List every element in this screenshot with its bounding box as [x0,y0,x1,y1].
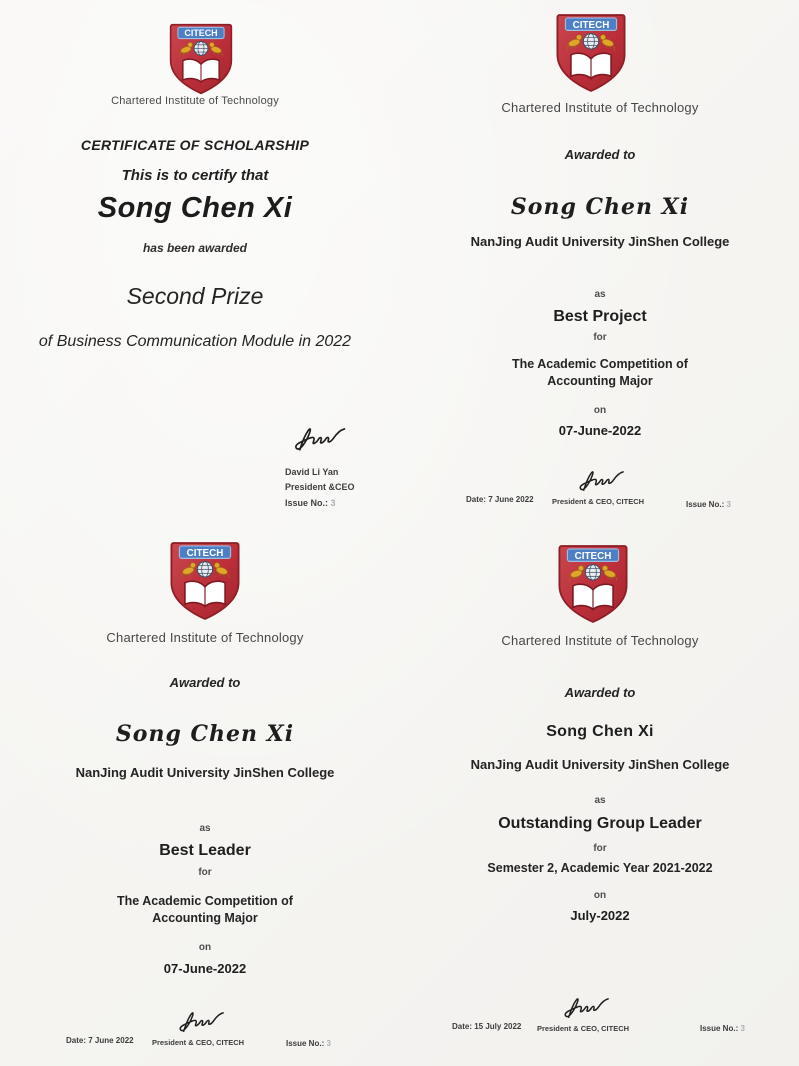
issue-number [285,496,355,511]
on-label: on [198,942,212,953]
footer-signature-block [538,464,658,506]
for-label: for [593,843,607,854]
issue-value: 3 [326,1039,331,1048]
awarded-to-label: Awarded to [564,685,636,700]
event-line-2: Accounting Major [152,911,258,925]
footer-date: Date: 7 June 2022 [466,495,534,504]
event-line-1: The Academic Competition of [512,357,688,371]
signer-title: President &CEO [285,482,355,492]
event-line-1: Semester 2, Academic Year 2021-2022 [487,861,713,875]
award-date: 07-June-2022 [163,961,247,976]
issue-label: Issue No.: [286,1039,325,1048]
org-name: Chartered Institute of Technology [501,633,699,648]
institution-name: NanJing Audit University JinShen College [75,765,335,780]
recipient-name: Song Chen Xi [510,194,690,220]
org-name: Chartered Institute of Technology [106,630,304,645]
on-label: on [593,405,607,416]
on-label: on [593,890,607,901]
org-name: Chartered Institute of Technology [111,95,279,107]
citech-logo [169,540,242,622]
institution-name: NanJing Audit University JinShen College [470,234,730,249]
as-label: as [594,289,606,300]
event-line-1: The Academic Competition of [117,894,293,908]
citech-logo [168,22,234,96]
award-name: Best Project [553,308,647,325]
certificate-best-project [430,0,770,530]
signature [556,991,610,1021]
for-label: for [198,867,212,878]
footer-issue [700,1024,745,1033]
recipient-name: Song Chen Xi [97,192,293,224]
issue-label: Issue No.: [700,1024,739,1033]
institution-name: NanJing Audit University JinShen College [470,757,730,772]
certificate-best-leader [5,530,405,1066]
footer-signature-block [138,1005,258,1047]
footer-issue [286,1039,331,1048]
signer-name: David Li Yan [285,467,339,477]
awarded-to-label: Awarded to [169,675,241,690]
award-detail: of Business Communication Module in 2022 [38,333,352,350]
certificate-outstanding-group-leader [430,530,770,1066]
issue-label: Issue No.: [285,498,329,508]
signature [571,464,625,494]
recipient-name: Song Chen Xi [546,723,654,740]
issue-label: Issue No.: [686,500,725,509]
citech-logo [555,12,628,94]
award-date: July-2022 [570,908,630,923]
signature-block [285,420,355,511]
issue-value: 3 [740,1024,745,1033]
footer-issue [686,500,731,509]
footer-date: Date: 15 July 2022 [452,1022,522,1031]
awarded-line: has been awarded [142,241,248,255]
certificate-scholarship [0,0,390,530]
event-line-2: Accounting Major [547,374,653,388]
citech-logo [557,543,630,625]
as-label: as [594,795,606,806]
award-name: Best Leader [159,842,251,859]
footer-signer: President & CEO, CITECH [551,497,645,506]
certify-line: This is to certify that [121,167,269,184]
certificate-title: CERTIFICATE OF SCHOLARSHIP [80,137,310,153]
issue-value: 3 [726,500,731,509]
issue-value: 3 [330,498,336,508]
for-label: for [593,332,607,343]
signature [285,420,347,454]
award-name: Outstanding Group Leader [498,815,702,832]
footer-signer: President & CEO, CITECH [151,1038,245,1047]
footer-date: Date: 7 June 2022 [66,1036,134,1045]
award-name: Second Prize [126,283,264,309]
signature [171,1005,225,1035]
footer-signature-block [523,991,643,1033]
awarded-to-label: Awarded to [564,147,636,162]
award-date: 07-June-2022 [558,423,642,438]
footer-signer: President & CEO, CITECH [536,1024,630,1033]
as-label: as [199,823,211,834]
recipient-name: Song Chen Xi [115,721,295,747]
org-name: Chartered Institute of Technology [501,100,699,115]
